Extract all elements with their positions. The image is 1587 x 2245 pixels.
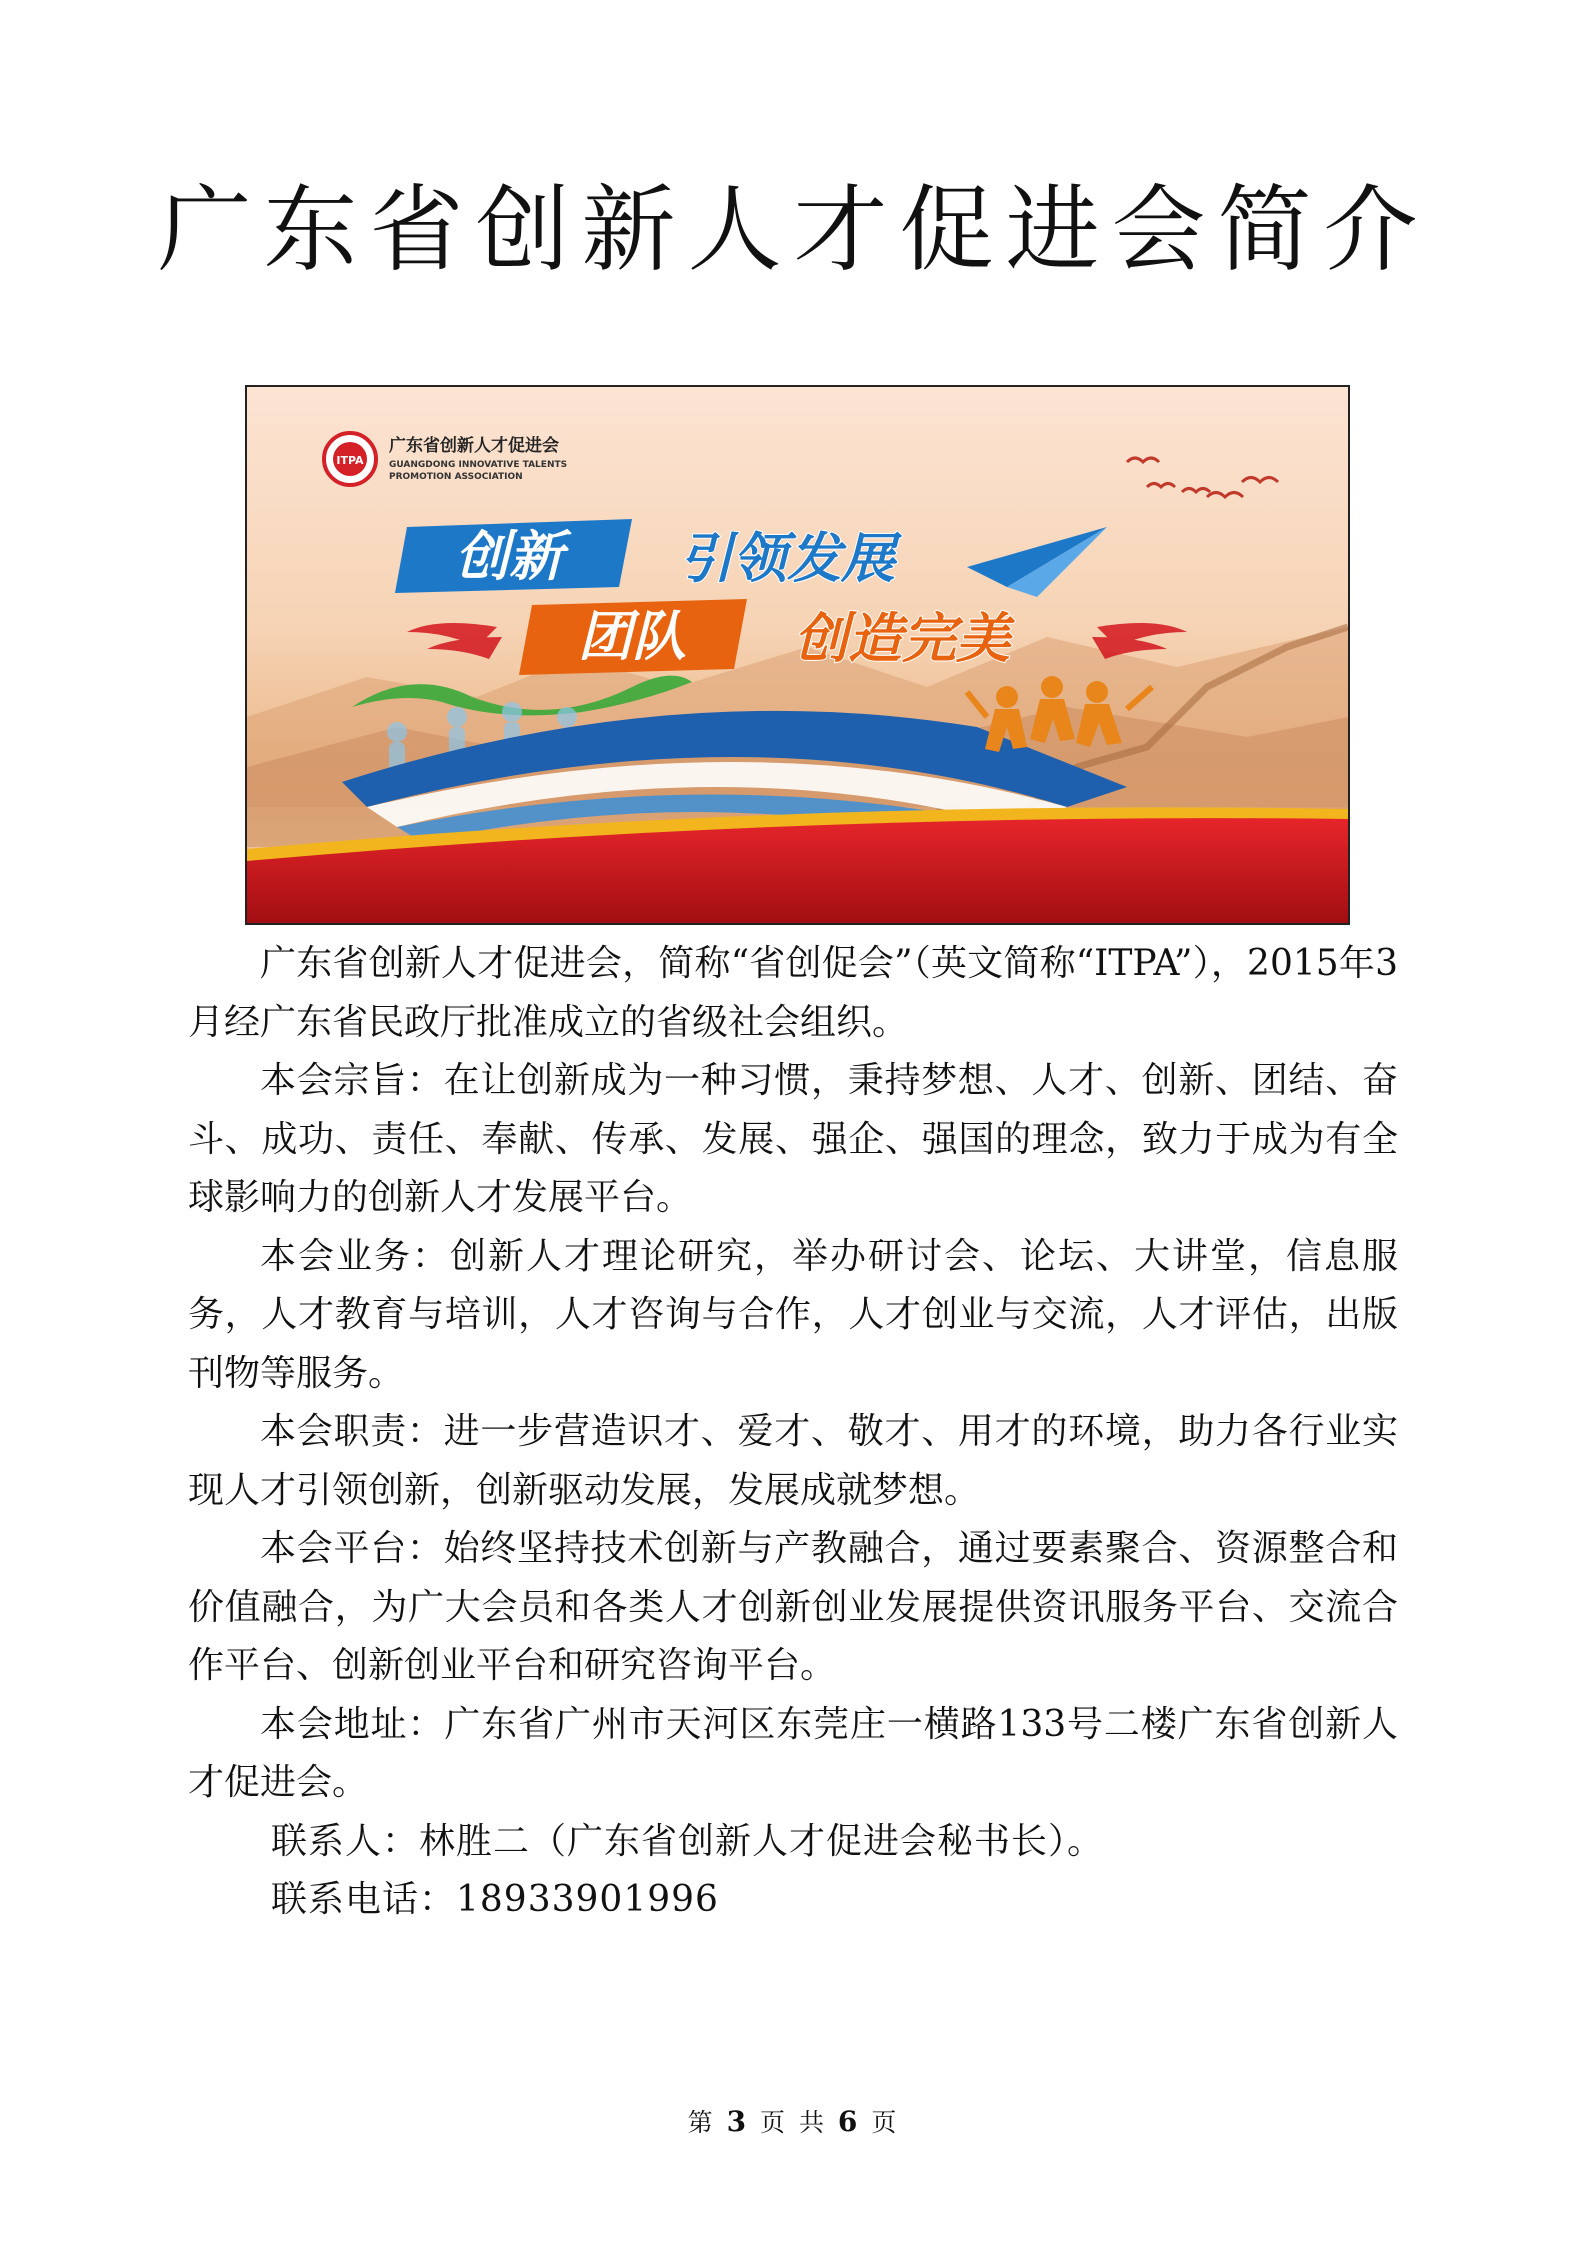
slogan-1b: 引领发展 [679, 527, 895, 590]
footer-middle: 页 共 [760, 2108, 827, 2137]
slogan-2a: 团队 [578, 605, 686, 668]
page-footer [0, 2103, 1587, 2139]
logo-name-en-1: GUANGDONG INNOVATIVE TALENTS [389, 460, 568, 470]
contact-person: 联系人：林胜二（广东省创新人才促进会秘书长）。 [271, 1820, 1105, 1862]
logo-badge: ITPA [336, 454, 364, 467]
slogan-1a: 创新 [455, 525, 563, 588]
duties-paragraph: 本会职责：进一步营造识才、爱才、敬才、用才的环境，助力各行业实现人才引领创新，创新驱动发展，发展成就梦想。 [188, 1411, 1398, 1511]
body-text [188, 935, 1398, 1930]
banner-image [245, 385, 1350, 925]
purpose-paragraph: 本会宗旨：在让创新成为一种习惯，秉持梦想、人才、创新、团结、奋斗、成功、责任、奉献、传承、发展、强企、强国的理念，致力于成为有全球影响力的创新人才发展平台。 [188, 1060, 1398, 1218]
address-paragraph: 本会地址：广东省广州市天河区东莞庄一横路133号二楼广东省创新人才促进会。 [188, 1703, 1398, 1803]
intro-paragraph: 广东省创新人才促进会，简称“省创促会”（英文简称“ITPA”），2015年3月经广东省民政厅批准成立的省级社会组织。 [188, 943, 1398, 1043]
business-paragraph: 本会业务：创新人才理论研究，举办研讨会、论坛、大讲堂，信息服务，人才教育与培训，人才咨询与合作，人才创业与交流，人才评估，出版刊物等服务。 [188, 1235, 1398, 1394]
footer-suffix: 页 [871, 2108, 900, 2137]
logo-name-cn: 广东省创新人才促进会 [389, 436, 559, 456]
footer-page-number: 3 [726, 2105, 750, 2138]
footer-prefix: 第 [687, 2108, 716, 2137]
logo-name-en-2: PROMOTION ASSOCIATION [389, 472, 523, 482]
contact-phone: 联系电话：18933901996 [271, 1879, 719, 1920]
slogan-2b: 创造完美 [794, 607, 1010, 670]
footer-total-pages: 6 [837, 2105, 861, 2138]
page-title: 广东省创新人才促进会简介 [157, 176, 1430, 285]
platform-paragraph: 本会平台：始终坚持技术创新与产教融合，通过要素聚合、资源整合和价值融合，为广大会员和各类人才创新创业发展提供资讯服务平台、交流合作平台、创新创业平台和研究咨询平台。 [188, 1528, 1398, 1686]
